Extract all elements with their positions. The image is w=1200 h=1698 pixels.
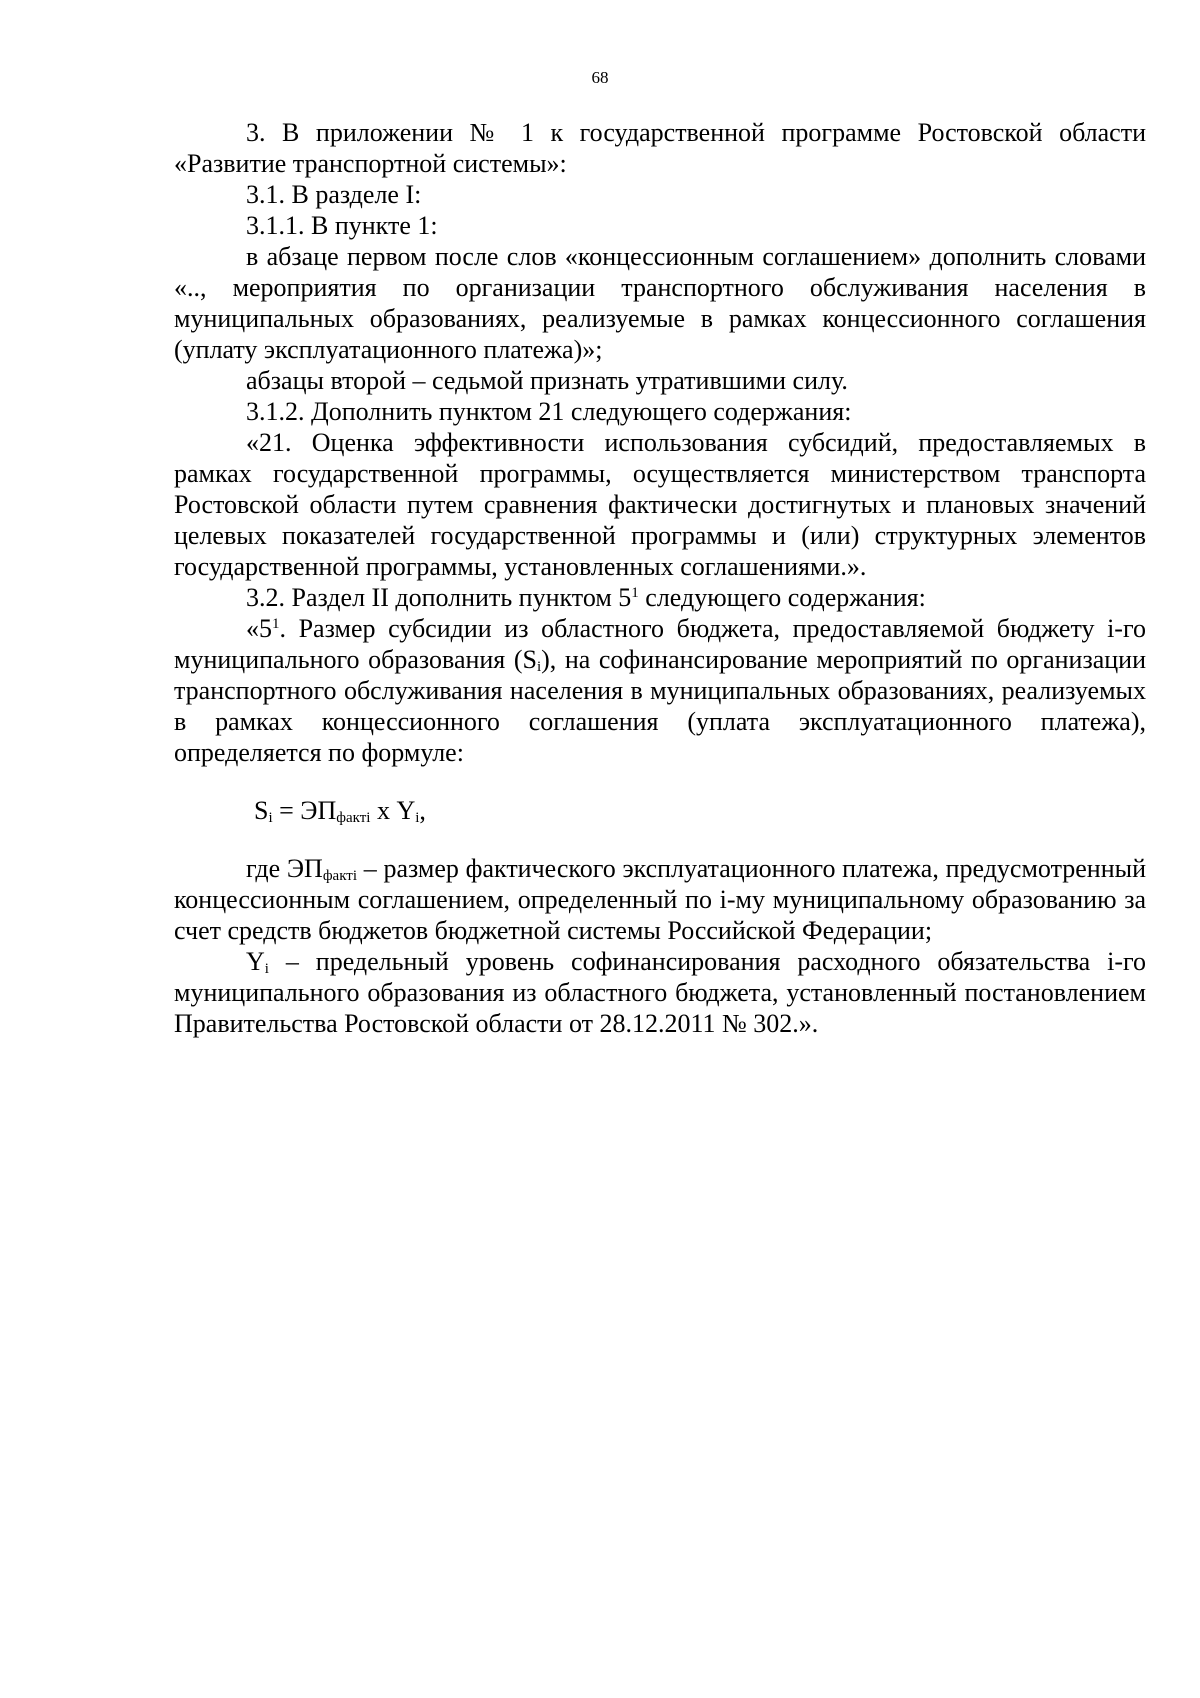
formula xyxy=(174,795,1146,826)
text-span: Y xyxy=(246,947,265,976)
superscript: 1 xyxy=(272,616,280,632)
text-span: где ЭП xyxy=(246,854,323,883)
paragraph-point-3-1-1: 3.1.1. В пункте 1: xyxy=(246,211,438,240)
superscript: 1 xyxy=(631,585,639,601)
subscript: i xyxy=(536,659,542,675)
text-span: – размер фактического эксплуатационного платежа, предусмотренный концессионным соглашением, определенный по i-му муниципальному образованию за счет средств бюджетов бюджетной системы Российской Федерации; xyxy=(174,854,1147,945)
paragraph-point-3-1-2: 3.1.2. Дополнить пунктом 21 следующего содержания: xyxy=(246,397,852,426)
text-span: ), на софинансирование мероприятий по организации транспортного обслуживания населения в муниципальных образованиях, реализуемых в рамках концессионного соглашения (уплата эксплуатационного платежа), определяется по формуле: xyxy=(174,645,1146,767)
paragraph-section-3-1: 3.1. В разделе I: xyxy=(246,180,422,209)
paragraph-item-3: 3. В приложении № 1 к государственной программе Ростовской области «Развитие транспортной системы»: xyxy=(174,118,1146,178)
subscript: i xyxy=(268,810,273,826)
formula-tail: , xyxy=(419,796,426,825)
text-span: – предельный уровень софинансирования расходного обязательства i-го муниципального образования из областного бюджета, установленный постановлением Правительства Ростовской области от 28.12.2011 № 302.». xyxy=(174,947,1146,1038)
document-body xyxy=(174,117,1146,1039)
formula-y: х Y xyxy=(370,796,416,825)
text-span: 3.2. Раздел II дополнить пунктом 5 xyxy=(246,583,632,612)
subscript: фактi xyxy=(336,810,371,826)
paragraph-point-5-1 xyxy=(174,613,1146,768)
text-span: . Размер субсидии из областного бюджета, предоставляемой бюджету i-го муниципального образования (S xyxy=(174,614,1146,674)
subscript: фактi xyxy=(322,868,358,884)
formula-ep: = ЭП xyxy=(272,796,337,825)
text-span: следующего содержания: xyxy=(638,583,926,612)
formula-s: S xyxy=(254,796,269,825)
paragraph-amendment-first: в абзаце первом после слов «концессионным соглашением» дополнить словами «.., мероприятия по организации транспортного обслуживания населения в муниципальных образованиях, реализуемые в рамках концессионного соглашения (уплату эксплуатационного платежа)»; xyxy=(174,242,1146,364)
subscript: i xyxy=(264,961,269,977)
paragraph-definition-ep xyxy=(174,853,1146,946)
text-span: «5 xyxy=(246,614,272,643)
paragraph-definition-y xyxy=(174,946,1146,1039)
page-number: 68 xyxy=(591,68,609,87)
paragraph-point-21: «21. Оценка эффективности использования субсидий, предоставляемых в рамках государственной программы, осуществляется министерством транспорта Ростовской области путем сравнения фактически достигнутых и плановых значений целевых показателей государственной программы и (или) структурных элементов государственной программы, установленных соглашениями.». xyxy=(174,428,1146,581)
subscript: i xyxy=(415,810,420,826)
paragraph-section-3-2 xyxy=(174,582,1146,613)
paragraph-repeal: абзацы второй – седьмой признать утратившими силу. xyxy=(246,366,848,395)
